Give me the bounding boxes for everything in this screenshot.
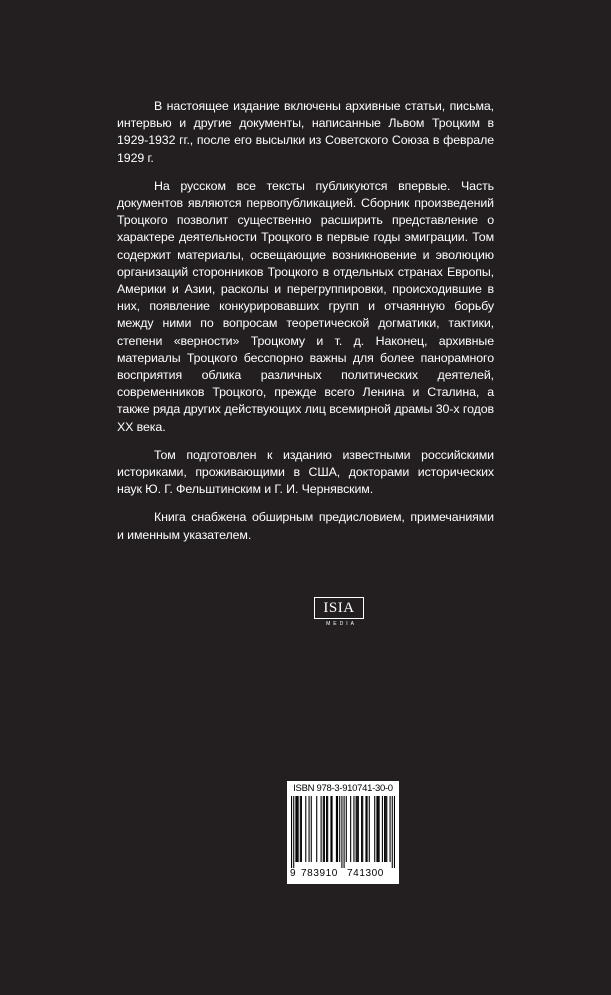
- barcode-digits-left: 783910: [301, 868, 338, 879]
- barcode-bar: [305, 796, 306, 862]
- barcode-bar: [384, 796, 385, 862]
- barcode-bar: [326, 796, 327, 862]
- barcode-bar: [311, 796, 312, 862]
- barcode-bar: [358, 796, 359, 862]
- barcode-bar: [327, 796, 328, 862]
- barcode-bar: [346, 796, 347, 862]
- barcode-bar: [337, 796, 338, 862]
- barcode-bar: [350, 796, 351, 862]
- barcode-bars: [291, 796, 395, 868]
- publisher-logo-sub: MEDIA: [326, 621, 357, 627]
- description-paragraph-3: Том подготовлен к изданию известными российскими историками, проживающими в США, докторами исторических наук Ю. Г. Фельштинским и Г. И. Чернявским.: [117, 447, 494, 497]
- barcode-bar: [390, 796, 391, 862]
- barcode-bar: [382, 796, 383, 862]
- publisher-logo-name: ISIA: [314, 597, 364, 619]
- publisher-logo: [314, 597, 366, 629]
- barcode-bar: [316, 796, 317, 862]
- barcode-bar: [336, 796, 337, 862]
- barcode-bar: [296, 796, 297, 862]
- barcode-digits-right: 741300: [347, 868, 384, 879]
- barcode-bar: [323, 796, 324, 862]
- description-paragraph-1: В настоящее издание включены архивные статьи, письма, интервью и другие документы, написанные Львом Троцким в 1929-1932 гг., после его высылки из Советского Союза в феврале 1929 г.: [117, 99, 494, 165]
- barcode-guard-bar: [394, 796, 395, 868]
- barcode-guard-bar: [341, 796, 342, 868]
- barcode-bar: [300, 796, 301, 862]
- barcode-bar: [295, 796, 296, 862]
- barcode-bar: [365, 796, 366, 862]
- isbn-label: ISBN 978-3-910741-30-0: [293, 783, 393, 794]
- barcode-bar: [298, 796, 299, 862]
- barcode-guard-bar: [293, 796, 294, 868]
- barcode-bar: [339, 796, 340, 862]
- barcode-bar: [369, 796, 370, 862]
- barcode-bar: [376, 796, 377, 862]
- barcode-digit-first: 9: [290, 868, 296, 879]
- description-paragraph-4: Книга снабжена обширным предисловием, примечаниями и именным указателем.: [117, 510, 494, 542]
- barcode-bar: [324, 796, 325, 862]
- barcode-bar: [379, 796, 380, 862]
- barcode-bar: [362, 796, 363, 862]
- isbn-barcode: [287, 781, 399, 884]
- barcode-bar: [301, 796, 302, 862]
- barcode-guard-bar: [344, 796, 345, 868]
- barcode-bar: [386, 796, 387, 862]
- barcode-bar: [385, 796, 386, 862]
- barcode-bar: [356, 796, 357, 862]
- barcode-bar: [377, 796, 378, 862]
- back-cover-description: [117, 98, 494, 555]
- barcode-bar: [361, 796, 362, 862]
- barcode-bar: [330, 796, 331, 862]
- barcode-bar: [332, 796, 333, 862]
- barcode-bar: [374, 796, 375, 862]
- barcode-bar: [367, 796, 368, 862]
- barcode-guard-bar: [392, 796, 393, 868]
- description-paragraph-2: На русском все тексты публикуются впервые. Часть документов являются первопубликацией. Сборник произведений Троцкого позволит существенно расширить представление о характере деятельности Троцкого в первые годы эмиграции. Том содержит материалы, освещающие возникновение и эволюцию организаций сторонников Троцкого в отдельных странах Европы, Америки и Азии, расколы и перегруппировки, происходившие в них, появление конкурировавших групп и отчаянную борьбу между ними по вопросам теоретической догматики, тактики, степени «верности» Троцкому и т. д. Наконец, архивные материалы Троцкого бесспорно важны для более панорамного восприятия облика различных политических деятелей, современников Троцкого, прежде всего Ленина и Сталина, а также ряда других действующих лиц всемирной драмы 30-х годов XX века.: [117, 178, 494, 434]
- barcode-bar: [353, 796, 354, 862]
- barcode-bar: [309, 796, 310, 862]
- barcode-bar: [321, 796, 322, 862]
- barcode-guard-bar: [291, 796, 292, 868]
- barcode-bar: [357, 796, 358, 862]
